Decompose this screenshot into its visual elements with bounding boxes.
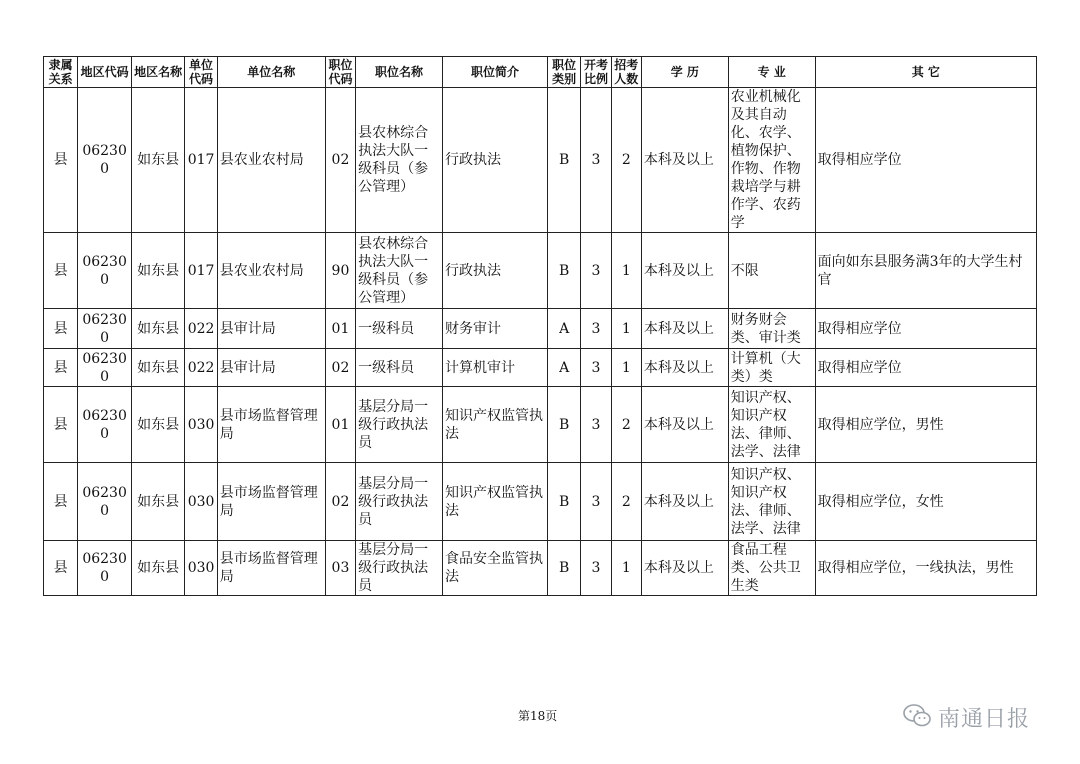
cell-education: 本科及以上 [641, 541, 728, 596]
cell-major: 知识产权、知识产权法、律师、法学、法律 [728, 387, 815, 463]
cell-education: 本科及以上 [641, 88, 728, 233]
cell-position-name: 一级科员 [356, 309, 443, 349]
cell-ratio: 3 [581, 309, 611, 349]
cell-region-name: 如东县 [131, 349, 185, 387]
cell-unit-name: 县农业农村局 [217, 233, 325, 309]
cell-other: 取得相应学位 [815, 88, 1036, 233]
cell-relation: 县 [44, 233, 78, 309]
cell-ratio: 3 [581, 349, 611, 387]
table-row [44, 349, 1037, 387]
cell-region-code: 062300 [78, 309, 132, 349]
cell-position-code: 01 [325, 309, 355, 349]
cell-position-name: 县农林综合执法大队一级科员（参公管理） [356, 233, 443, 309]
cell-education: 本科及以上 [641, 349, 728, 387]
cell-position-code: 03 [325, 541, 355, 596]
cell-other: 面向如东县服务满3年的大学生村官 [815, 233, 1036, 309]
header-cell: 其 它 [815, 57, 1036, 88]
cell-relation: 县 [44, 541, 78, 596]
cell-region-code: 062300 [78, 387, 132, 463]
cell-brief: 行政执法 [442, 233, 547, 309]
cell-ratio: 3 [581, 463, 611, 541]
cell-ratio: 3 [581, 541, 611, 596]
cell-unit-code: 030 [185, 387, 217, 463]
header-cell: 招考人数 [611, 57, 641, 88]
cell-count: 1 [611, 309, 641, 349]
cell-category: B [548, 463, 581, 541]
cell-brief: 知识产权监管执法 [442, 463, 547, 541]
table-row [44, 88, 1037, 233]
cell-region-name: 如东县 [131, 233, 185, 309]
recruitment-table [43, 56, 1037, 596]
cell-ratio: 3 [581, 387, 611, 463]
cell-brief: 食品安全监管执法 [442, 541, 547, 596]
cell-category: B [548, 387, 581, 463]
cell-other: 取得相应学位，一线执法，男性 [815, 541, 1036, 596]
cell-major: 不限 [728, 233, 815, 309]
header-cell: 隶属关系 [44, 57, 78, 88]
cell-relation: 县 [44, 349, 78, 387]
cell-unit-code: 030 [185, 541, 217, 596]
cell-brief: 财务审计 [442, 309, 547, 349]
cell-education: 本科及以上 [641, 233, 728, 309]
table-row [44, 233, 1037, 309]
cell-unit-code: 017 [185, 233, 217, 309]
cell-count: 2 [611, 387, 641, 463]
cell-major: 农业机械化及其自动化、农学、植物保护、作物、作物栽培学与耕作学、农药学 [728, 88, 815, 233]
header-cell: 开考比例 [581, 57, 611, 88]
cell-relation: 县 [44, 88, 78, 233]
cell-region-name: 如东县 [131, 309, 185, 349]
cell-ratio: 3 [581, 233, 611, 309]
cell-brief: 行政执法 [442, 88, 547, 233]
cell-major: 食品工程类、公共卫生类 [728, 541, 815, 596]
cell-other: 取得相应学位，女性 [815, 463, 1036, 541]
watermark [902, 702, 1030, 733]
cell-unit-name: 县审计局 [217, 309, 325, 349]
cell-region-name: 如东县 [131, 541, 185, 596]
cell-unit-name: 县审计局 [217, 349, 325, 387]
table-row [44, 387, 1037, 463]
cell-position-name: 一级科员 [356, 349, 443, 387]
cell-other: 取得相应学位 [815, 349, 1036, 387]
cell-unit-name: 县市场监督管理局 [217, 463, 325, 541]
table-row [44, 309, 1037, 349]
cell-unit-name: 县市场监督管理局 [217, 387, 325, 463]
wechat-icon [902, 703, 932, 733]
cell-region-name: 如东县 [131, 463, 185, 541]
cell-unit-name: 县农业农村局 [217, 88, 325, 233]
cell-ratio: 3 [581, 88, 611, 233]
header-cell: 学 历 [641, 57, 728, 88]
cell-position-name: 县农林综合执法大队一级科员（参公管理） [356, 88, 443, 233]
cell-count: 1 [611, 233, 641, 309]
header-cell: 专 业 [728, 57, 815, 88]
cell-relation: 县 [44, 387, 78, 463]
cell-relation: 县 [44, 463, 78, 541]
header-cell: 地区名称 [131, 57, 185, 88]
cell-position-code: 01 [325, 387, 355, 463]
cell-major: 财务财会类、审计类 [728, 309, 815, 349]
cell-region-code: 062300 [78, 463, 132, 541]
cell-education: 本科及以上 [641, 463, 728, 541]
cell-region-name: 如东县 [131, 88, 185, 233]
cell-position-code: 02 [325, 463, 355, 541]
cell-region-code: 062300 [78, 88, 132, 233]
cell-region-code: 062300 [78, 233, 132, 309]
table-row [44, 541, 1037, 596]
cell-category: A [548, 349, 581, 387]
cell-position-code: 02 [325, 349, 355, 387]
cell-other: 取得相应学位 [815, 309, 1036, 349]
cell-category: B [548, 233, 581, 309]
cell-other: 取得相应学位，男性 [815, 387, 1036, 463]
cell-count: 1 [611, 541, 641, 596]
cell-unit-code: 030 [185, 463, 217, 541]
cell-education: 本科及以上 [641, 387, 728, 463]
header-cell: 地区代码 [78, 57, 132, 88]
page-number: 第18页 [518, 709, 558, 723]
cell-position-name: 基层分局一级行政执法员 [356, 387, 443, 463]
cell-category: B [548, 541, 581, 596]
cell-category: B [548, 88, 581, 233]
header-cell: 职位简介 [442, 57, 547, 88]
header-cell: 职位名称 [356, 57, 443, 88]
cell-category: A [548, 309, 581, 349]
table-row [44, 463, 1037, 541]
cell-position-name: 基层分局一级行政执法员 [356, 541, 443, 596]
cell-brief: 知识产权监管执法 [442, 387, 547, 463]
cell-education: 本科及以上 [641, 309, 728, 349]
cell-unit-code: 017 [185, 88, 217, 233]
cell-count: 1 [611, 349, 641, 387]
cell-major: 计算机（大类）类 [728, 349, 815, 387]
watermark-text: 南通日报 [938, 707, 1031, 732]
cell-region-code: 062300 [78, 349, 132, 387]
cell-brief: 计算机审计 [442, 349, 547, 387]
cell-region-name: 如东县 [131, 387, 185, 463]
cell-major: 知识产权、知识产权法、律师、法学、法律 [728, 463, 815, 541]
cell-unit-name: 县市场监督管理局 [217, 541, 325, 596]
cell-position-name: 基层分局一级行政执法员 [356, 463, 443, 541]
cell-count: 2 [611, 88, 641, 233]
cell-relation: 县 [44, 309, 78, 349]
header-cell: 单位代码 [185, 57, 217, 88]
cell-count: 2 [611, 463, 641, 541]
cell-unit-code: 022 [185, 349, 217, 387]
cell-position-code: 90 [325, 233, 355, 309]
cell-position-code: 02 [325, 88, 355, 233]
header-row [44, 57, 1037, 88]
header-cell: 职位类别 [548, 57, 581, 88]
header-cell: 职位代码 [325, 57, 355, 88]
cell-unit-code: 022 [185, 309, 217, 349]
header-cell: 单位名称 [217, 57, 325, 88]
cell-region-code: 062300 [78, 541, 132, 596]
